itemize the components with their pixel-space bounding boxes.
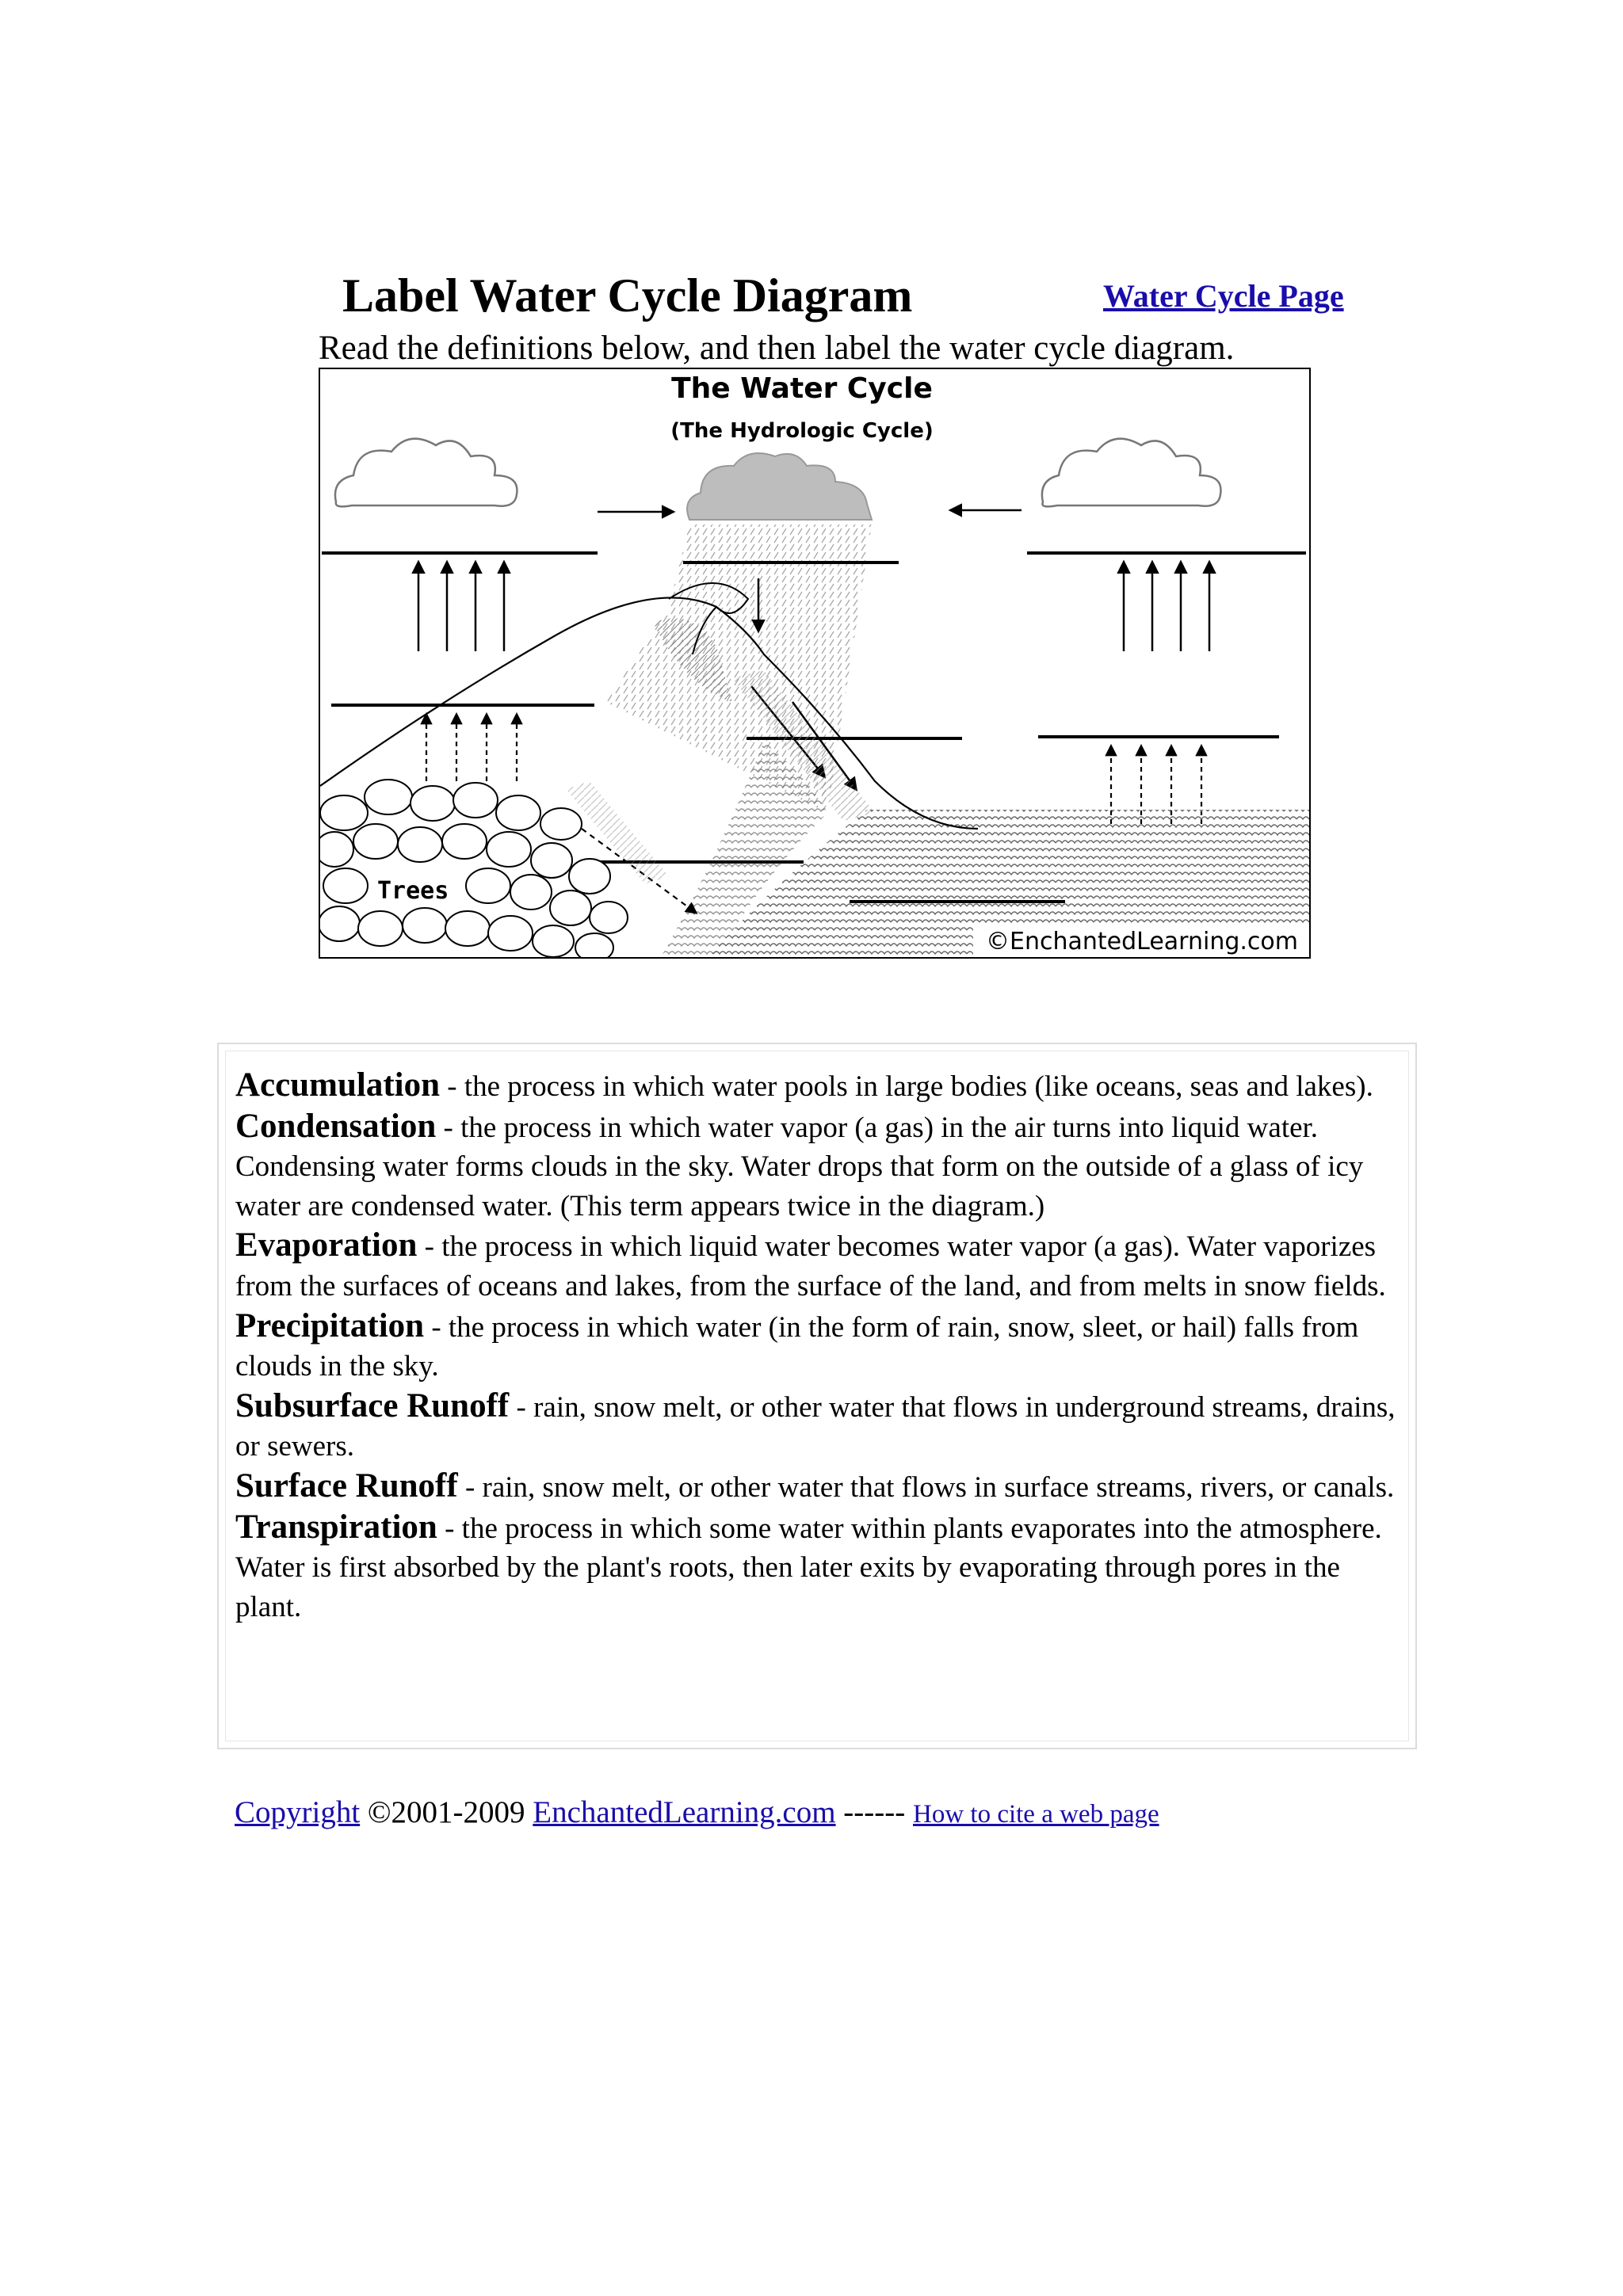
cloud-rain-center bbox=[687, 453, 872, 520]
definition-term: Precipitation bbox=[235, 1306, 425, 1344]
page-title: Label Water Cycle Diagram bbox=[342, 269, 913, 322]
cloud-outline-left bbox=[335, 439, 517, 507]
site-link[interactable]: EnchantedLearning.com bbox=[533, 1795, 836, 1829]
diagram-title: The Water Cycle bbox=[671, 372, 933, 405]
definition-term: Condensation bbox=[235, 1107, 437, 1145]
definition-term: Transpiration bbox=[235, 1508, 437, 1546]
definition-term: Subsurface Runoff bbox=[235, 1386, 510, 1425]
copyright-link[interactable]: Copyright bbox=[235, 1795, 361, 1829]
copyright-text: ©2001-2009 bbox=[360, 1795, 533, 1829]
definition-precipitation bbox=[235, 1306, 1408, 1386]
definition-term: Evaporation bbox=[235, 1226, 418, 1264]
definition-transpiration bbox=[235, 1508, 1408, 1627]
instructions-text: Read the definitions below, and then label the water cycle diagram. bbox=[319, 330, 1235, 367]
water-cycle-page-link[interactable]: Water Cycle Page bbox=[1103, 278, 1344, 314]
water-cycle-diagram bbox=[319, 368, 1311, 959]
definitions-list bbox=[225, 1051, 1409, 1741]
arrows-up-left bbox=[418, 563, 504, 651]
diagram-subtitle: (The Hydrologic Cycle) bbox=[670, 419, 934, 443]
definition-text: - rain, snow melt, or other water that flows in underground streams, drains, or sewers. bbox=[235, 1390, 1396, 1463]
footer bbox=[235, 1789, 1159, 1838]
diagram-credit: ©EnchantedLearning.com bbox=[986, 928, 1298, 955]
definition-surface-runoff bbox=[235, 1466, 1408, 1508]
cloud-outline-right bbox=[1042, 439, 1221, 507]
definition-subsurface-runoff bbox=[235, 1386, 1408, 1466]
cite-link[interactable]: How to cite a web page bbox=[912, 1800, 1159, 1829]
trees-label: Trees bbox=[377, 877, 449, 905]
water-cycle-svg bbox=[320, 369, 1309, 957]
definition-text: - the process in which some water within plants evaporates into the atmosphere. Water is first absorbed by the plant's roots, then later exits by evaporating through pores in the plant. bbox=[235, 1512, 1382, 1623]
definition-text: - the process in which water pools in large bodies (like oceans, seas and lakes). bbox=[440, 1070, 1373, 1103]
arrows-up-right bbox=[1124, 563, 1209, 651]
definition-term: Surface Runoff bbox=[235, 1466, 458, 1505]
definition-text: - rain, snow melt, or other water that flows in surface streams, rivers, or canals. bbox=[457, 1470, 1395, 1504]
definition-text: - the process in which water (in the form of rain, snow, sleet, or hail) falls from clouds in the sky. bbox=[235, 1310, 1359, 1383]
definitions-box bbox=[217, 1043, 1417, 1749]
definition-evaporation bbox=[235, 1226, 1408, 1306]
definition-term: Accumulation bbox=[235, 1066, 440, 1104]
definition-condensation bbox=[235, 1107, 1408, 1226]
definition-text: - the process in which liquid water becomes water vapor (a gas). Water vaporizes from the surfaces of oceans and lakes, from the surface of the land, and from melts in snow fields. bbox=[235, 1230, 1386, 1302]
arrows-transpiration bbox=[426, 715, 517, 781]
definition-text: - the process in which water vapor (a gas) in the air turns into liquid water. Condensing water forms clouds in the sky. Water drops that form on the outside of a glass of icy water are condensed water. (This term appears twice in the diagram.) bbox=[235, 1111, 1364, 1222]
definition-accumulation bbox=[235, 1066, 1408, 1107]
footer-separator: ------ bbox=[835, 1795, 913, 1829]
